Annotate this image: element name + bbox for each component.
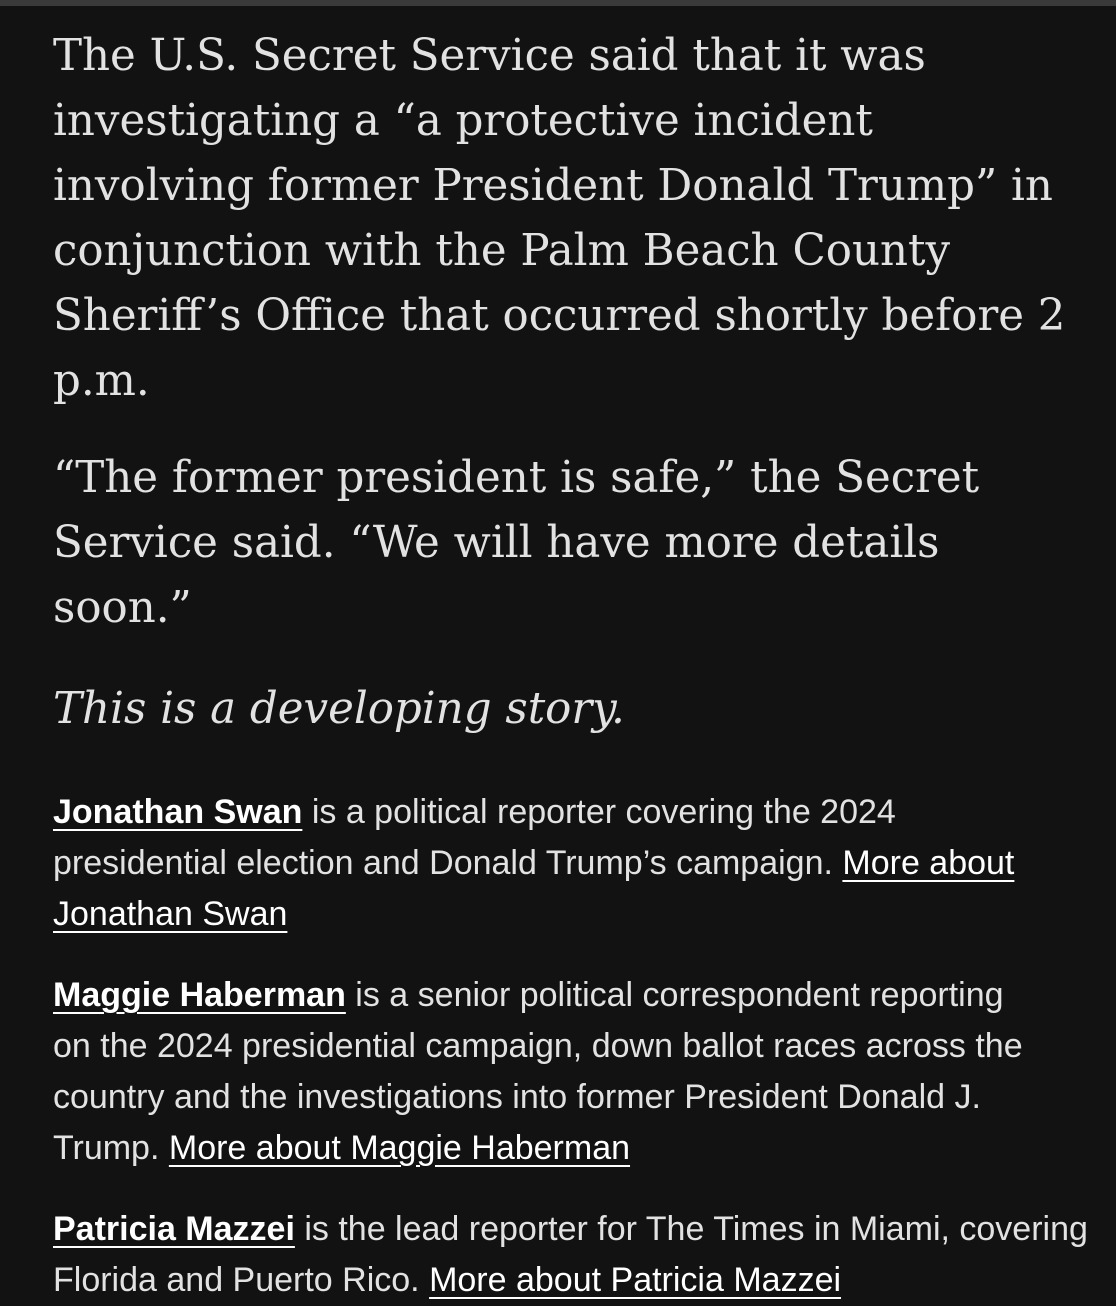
author-bio-text: is a senior political correspondent reporting on the 2024 presidential campaign, down ballot races across the country and the investigations into former President Donald J. Trump. [53, 976, 1023, 1167]
author-bio-text: is the lead reporter for The Times in Miami, covering Florida and Puerto Rico. [53, 1210, 1088, 1299]
more-about-maggie-haberman-link[interactable]: More about Maggie Haberman [168, 1129, 631, 1167]
top-border-bar [0, 0, 1116, 6]
more-about-jonathan-swan-link[interactable]: More about Jonathan Swan [53, 844, 1015, 933]
developing-story-note: This is a developing story. [53, 684, 625, 734]
author-bio-maggie-haberman [53, 970, 1043, 1174]
article-paragraph-quote: “The former president is safe,” the Secret Service said. “We will have more details soon.” [53, 453, 980, 633]
article-body [53, 24, 1103, 1306]
author-bio-text: is a political reporter covering the 2024 presidential election and Donald Trump’s campaign. [53, 793, 896, 882]
author-bio-jonathan-swan [53, 787, 1043, 940]
article-paragraph: The U.S. Secret Service said that it was investigating a “a protective incident involving former President Donald Trump” in conjunction with the Palm Beach County Sheriff’s Office that occurred shortly before 2 p.m. [53, 31, 1066, 406]
author-link-jonathan-swan[interactable]: Jonathan Swan [53, 793, 303, 831]
more-about-patricia-mazzei-link[interactable]: More about Patricia Mazzei [429, 1261, 842, 1299]
author-bio-patricia-mazzei [53, 1204, 1093, 1306]
author-link-patricia-mazzei[interactable]: Patricia Mazzei [53, 1210, 295, 1248]
author-link-maggie-haberman[interactable]: Maggie Haberman [53, 976, 346, 1014]
